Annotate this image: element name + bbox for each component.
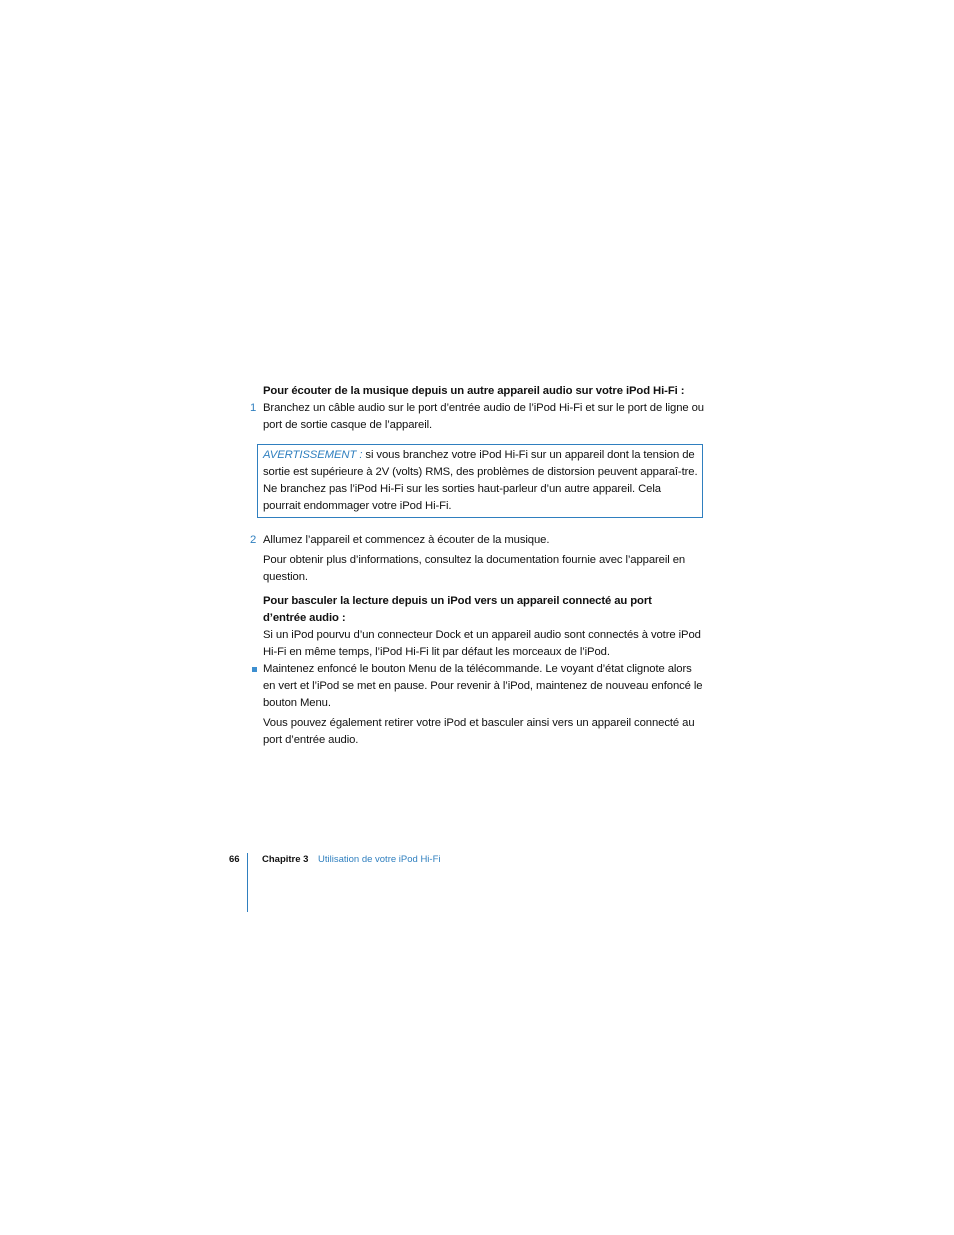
step-text: Allumez l’appareil et commencez à écouter de la musique. [263, 534, 550, 546]
footer-divider [247, 853, 248, 912]
warning-text [263, 447, 699, 515]
step-number: 2 [250, 534, 257, 546]
info-paragraph: Pour obtenir plus d’informations, consultez la documentation fournie avec l’appareil en question. [263, 554, 686, 583]
intro-paragraph: Si un iPod pourvu d’un connecteur Dock et un appareil audio sont connectés à votre iPod Hi-Fi en même temps, l’iPod Hi-Fi lit par défaut les morceaux de l’iPod. [263, 629, 701, 658]
section-heading-switch: Pour basculer la lecture depuis un iPod vers un appareil connecté au port d’entrée audio : [263, 595, 652, 624]
closing-paragraph: Vous pouvez également retirer votre iPod et basculer ainsi vers un appareil connecté au port d’entrée audio. [263, 717, 695, 746]
content-bottom [263, 593, 703, 749]
step-number: 1 [250, 402, 257, 414]
bullet-item [263, 661, 703, 712]
warning-box [257, 444, 703, 518]
step-text: Branchez un câble audio sur le port d’entrée audio de l’iPod Hi-Fi et sur le port de ligne ou port de sortie casque de l’appareil. [263, 402, 704, 431]
warning-body: si vous branchez votre iPod Hi-Fi sur un appareil dont la tension de sortie est supérieure à 2V (volts) RMS, des problèmes de distorsion peuvent apparaî-tre. Ne branchez pas l’iPod Hi-Fi sur les sorties haut-parleur d’un autre appareil. Cela pourrait endommager votre iPod Hi-Fi. [263, 449, 698, 512]
bullet-square-icon [252, 667, 257, 672]
page-number: 66 [229, 854, 240, 865]
content-top [250, 383, 708, 434]
footer-chapter-title: Utilisation de votre iPod Hi-Fi [318, 854, 441, 865]
step-1 [250, 400, 708, 434]
content-middle [250, 532, 708, 586]
step-2 [250, 532, 708, 549]
bullet-text: Maintenez enfoncé le bouton Menu de la télécommande. Le voyant d’état clignote alors en vert et l’iPod se met en pause. Pour revenir à l’iPod, maintenez de nouveau enfoncé le bouton Menu. [263, 663, 703, 709]
warning-label: AVERTISSEMENT : [263, 449, 363, 461]
footer-chapter: Chapitre 3 [262, 854, 309, 865]
section-heading-listen: Pour écouter de la musique depuis un autre appareil audio sur votre iPod Hi-Fi : [263, 385, 685, 397]
